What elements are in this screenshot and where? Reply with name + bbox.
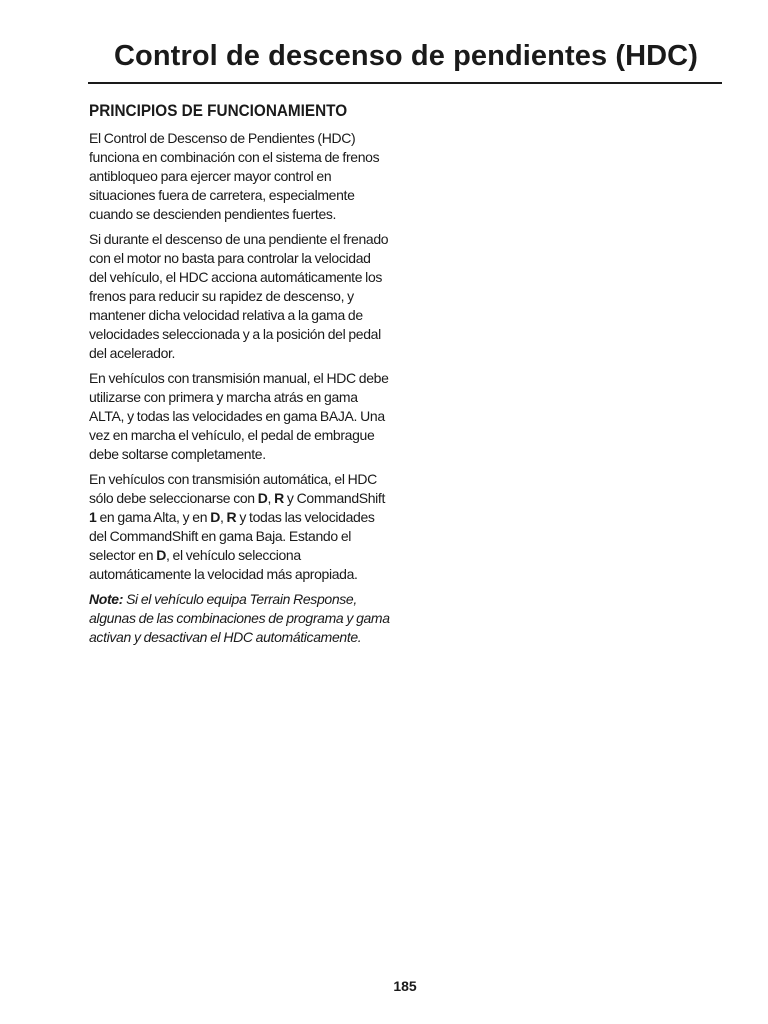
page-header	[88, 36, 722, 84]
paragraph-text: y todas las velocidades del CommandShift en gama Baja. Estando el selector en	[89, 509, 375, 563]
gear-label-d: D	[210, 509, 220, 525]
paragraph-braking	[89, 230, 391, 363]
paragraph-text: ,	[267, 490, 275, 506]
paragraph-text: En vehículos con transmisión manual, el HDC debe utilizarse con primera y marcha atrás en gama ALTA, y todas las velocidades en gama BAJA. Una vez en marcha el vehículo, el pedal de embrague debe soltarse completamente.	[89, 370, 389, 462]
paragraph-text: Si durante el descenso de una pendiente el frenado con el motor no basta para controlar la velocidad del vehículo, el HDC acciona automáticamente los frenos para reducir su rapidez de descenso, y mantener dicha velocidad relativa a la gama de velocidades seleccionada y a la posición del pedal del acelerador.	[89, 231, 389, 361]
gear-label-1: 1	[89, 509, 97, 525]
paragraph-text: En vehículos con transmisión automática, el HDC sólo debe seleccionarse con	[89, 471, 377, 506]
page-number: 185	[393, 978, 417, 994]
note-label: Note:	[89, 591, 124, 607]
paragraph-intro	[89, 129, 391, 224]
paragraph-automatic-transmission	[89, 470, 391, 584]
gear-label-d: D	[257, 490, 268, 506]
paragraph-text: El Control de Descenso de Pendientes (HDC) funciona en combinación con el sistema de frenos antibloqueo para ejercer mayor control en situaciones fuera de carretera, especialmente cuando se descienden pendientes fuertes.	[89, 130, 380, 222]
page-title: Control de descenso de pendientes (HDC)	[114, 40, 698, 72]
main-content	[89, 99, 391, 653]
paragraph-text: ,	[219, 509, 227, 525]
paragraph-text: en gama Alta, y en	[96, 509, 211, 525]
gear-label-d: D	[156, 547, 166, 563]
gear-label-r: R	[226, 509, 237, 525]
paragraph-text: y CommandShift	[283, 490, 386, 506]
note-text: Si el vehículo equipa Terrain Response, algunas de las combinaciones de programa y gama activan y desactivan el HDC automáticamente.	[89, 591, 390, 645]
gear-label-r: R	[274, 490, 284, 506]
note-paragraph	[89, 590, 391, 647]
section-heading: PRINCIPIOS DE FUNCIONAMIENTO	[89, 101, 348, 120]
paragraph-text: , el vehículo selecciona automáticamente la velocidad más apropiada.	[89, 547, 358, 582]
paragraph-manual-transmission	[89, 369, 391, 464]
